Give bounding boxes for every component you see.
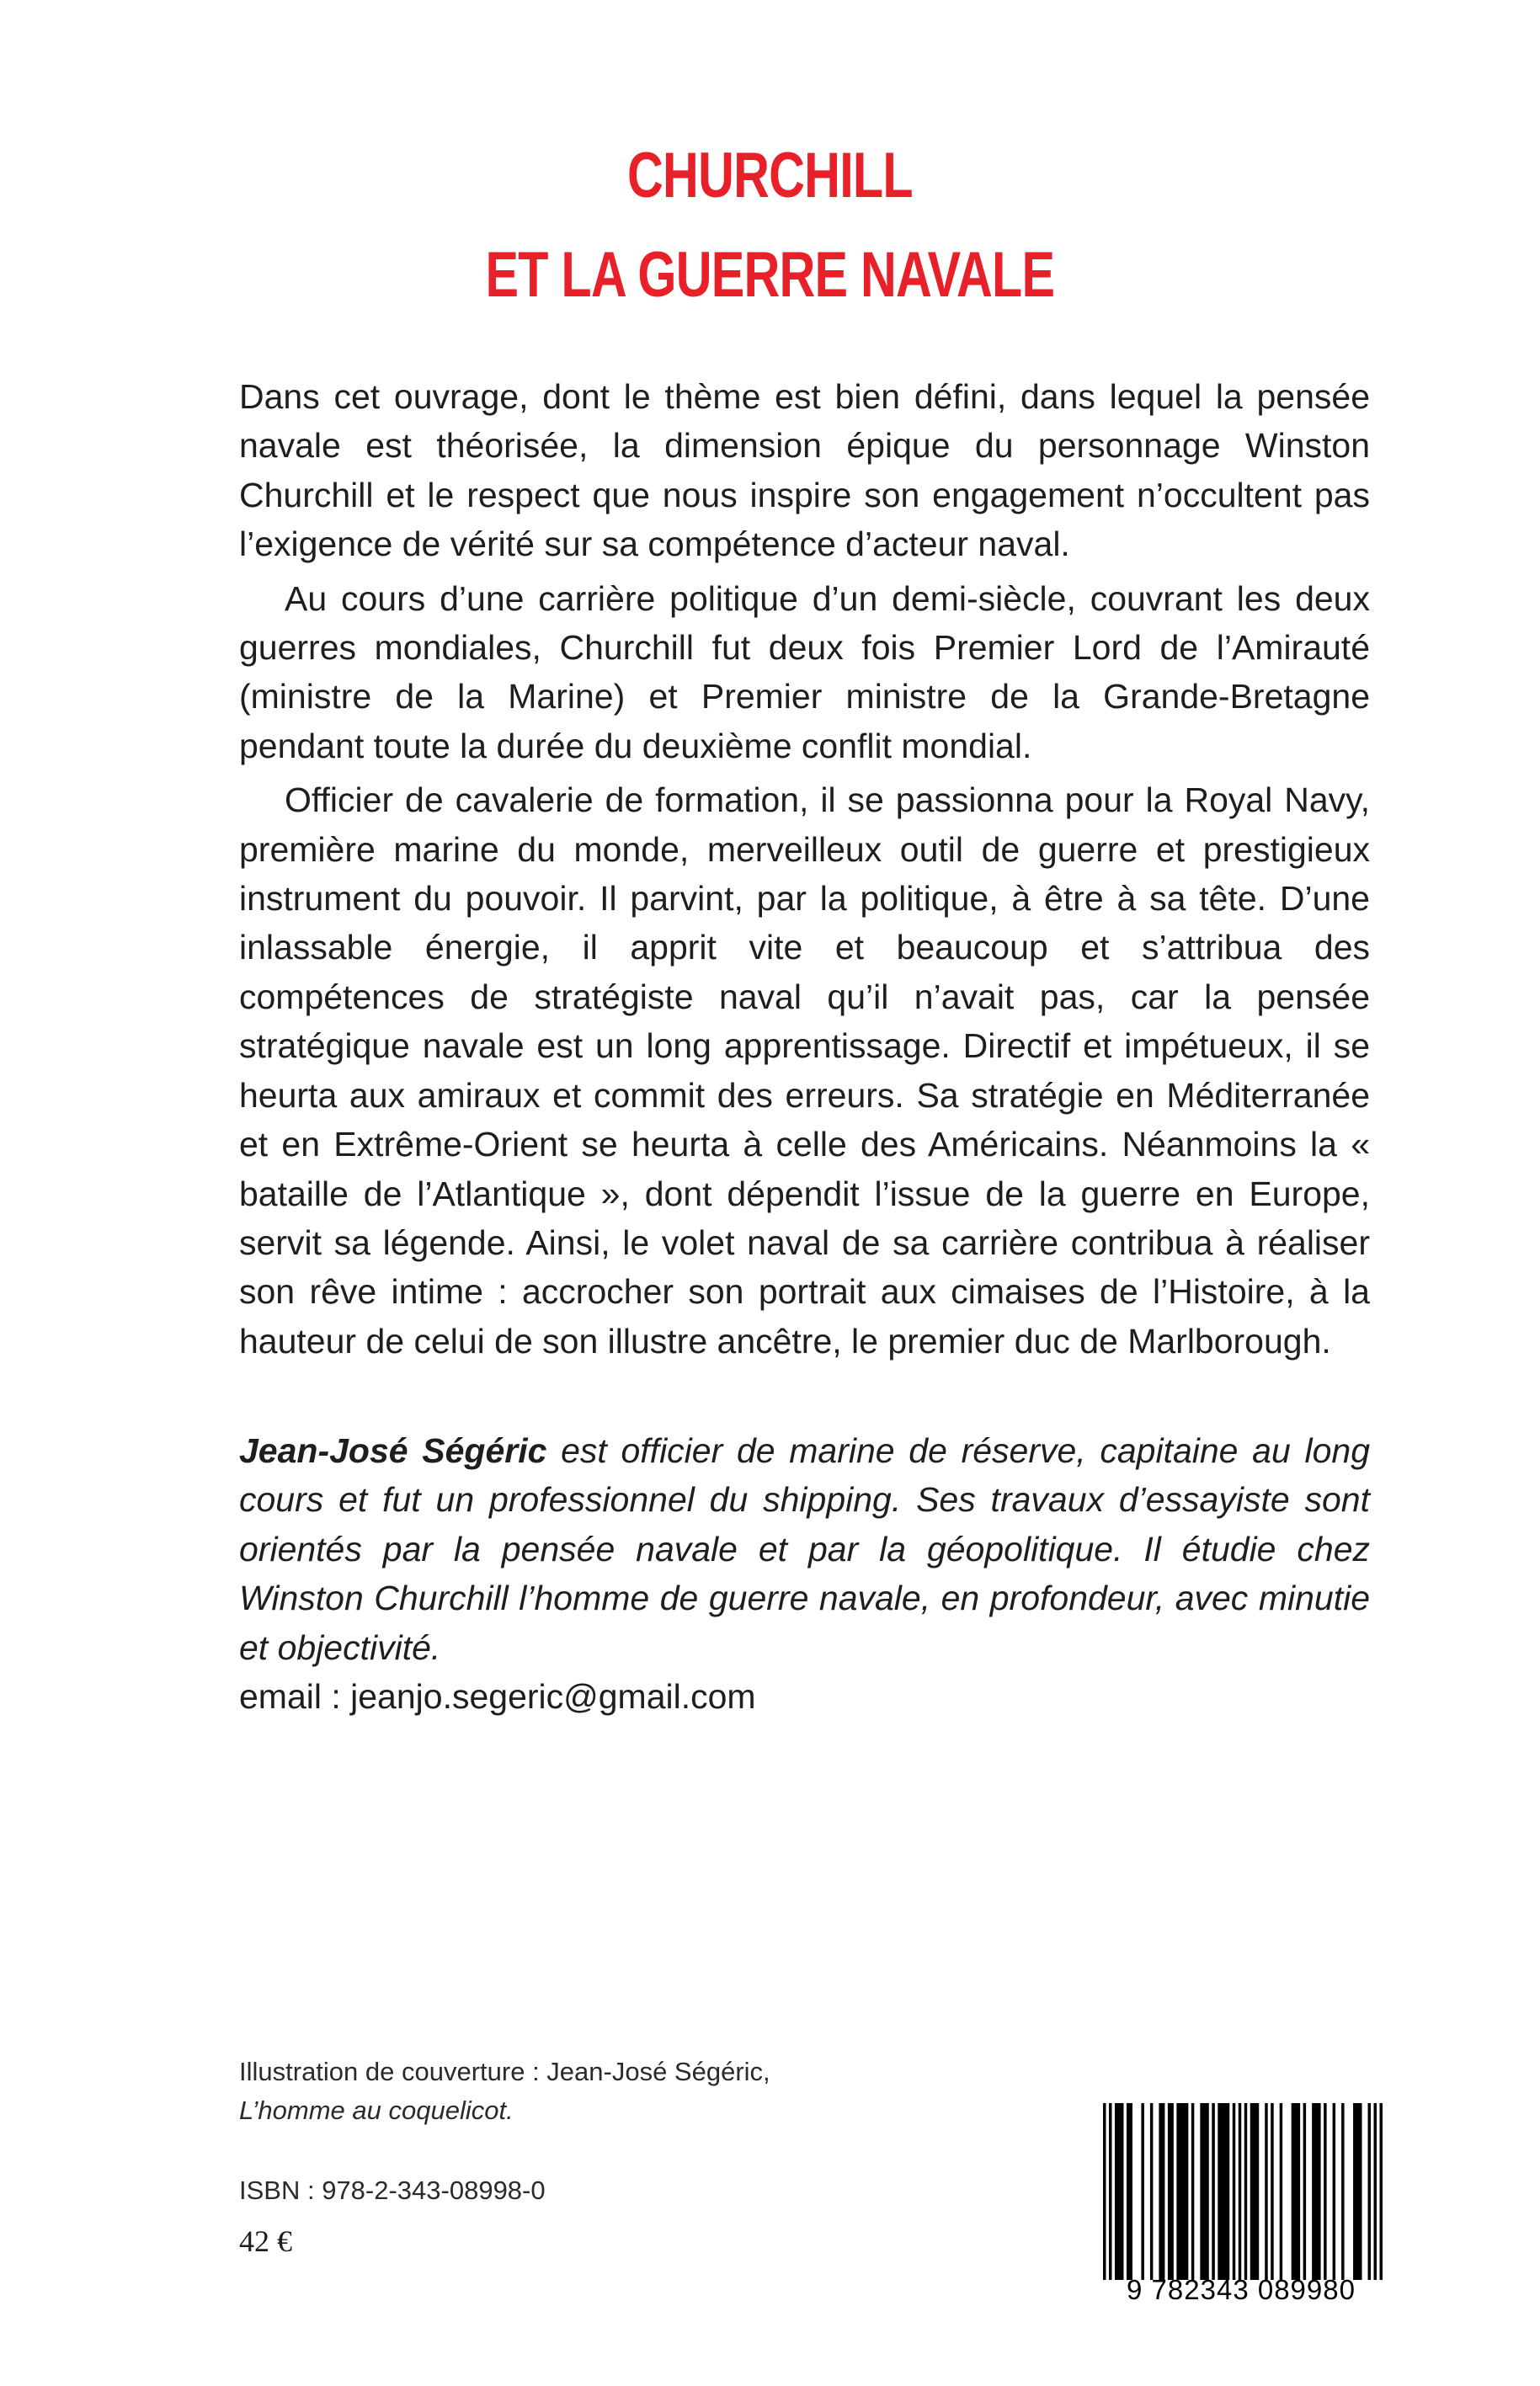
barcode-bar <box>1353 2103 1361 2280</box>
barcode-bar <box>1212 2103 1214 2280</box>
isbn-number: ISBN : 978-2-343-08998-0 <box>239 2176 546 2205</box>
author-name: Jean-José Ségéric <box>239 1431 547 1470</box>
barcode-bar <box>1341 2103 1344 2280</box>
book-title <box>169 126 1371 325</box>
blurb-paragraph-1: Dans cet ouvrage, dont le thème est bien défini, dans lequel la pensée navale est théorisée, la dimension épique du personnage Winston Churchill et le respect que nous inspire son engagement n’occultent pas l’exigence de vérité sur sa compétence d’acteur naval. <box>239 377 1370 564</box>
barcode-bar <box>1380 2103 1383 2280</box>
barcode-bar <box>1303 2103 1306 2280</box>
barcode-bar <box>1103 2103 1106 2280</box>
barcode-bar <box>1109 2103 1111 2280</box>
cover-credits <box>239 2053 770 2130</box>
barcode-bar <box>1250 2103 1259 2280</box>
barcode-bar <box>1265 2103 1267 2280</box>
barcode-bar <box>1218 2103 1229 2280</box>
price: 42 € <box>239 2224 292 2258</box>
barcode-bars <box>1103 2103 1383 2280</box>
barcode-bar <box>1141 2103 1143 2280</box>
barcode-bar <box>1150 2103 1153 2280</box>
barcode-bar <box>1280 2103 1282 2280</box>
barcode-bar <box>1292 2103 1300 2280</box>
barcode-bar <box>1239 2103 1241 2280</box>
blurb-paragraph-2: Au cours d’une carrière politique d’un demi-siècle, couvrant les deux guerres mondiales, Churchill fut deux fois Premier Lord de l’Amirauté (ministre de la Marine) et Premier ministre de la Grande-Bretagne pendant toute la durée du deuxième conflit mondial. <box>239 578 1370 765</box>
barcode-bar <box>1233 2103 1235 2280</box>
barcode-bar <box>1244 2103 1247 2280</box>
illustration-credit: Illustration de couverture : Jean-José Ségéric, <box>239 2057 770 2086</box>
barcode-bar <box>1191 2103 1194 2280</box>
barcode-bar <box>1115 2103 1123 2280</box>
author-email: email : jeanjo.segeric@gmail.com <box>239 1677 756 1717</box>
title-line-2: ET LA GUERRE NAVALE <box>485 239 1055 311</box>
barcode-bar <box>1176 2103 1188 2280</box>
barcode-bar <box>1127 2103 1132 2280</box>
barcode-bar <box>1333 2103 1335 2280</box>
barcode-bar <box>1200 2103 1208 2280</box>
barcode-bar <box>1271 2103 1273 2280</box>
illustration-title: L’homme au coquelicot. <box>239 2096 514 2125</box>
barcode-icon <box>1103 2103 1383 2280</box>
barcode-bar <box>1374 2103 1377 2280</box>
title-line-1: CHURCHILL <box>627 140 913 211</box>
barcode-bar <box>1368 2103 1371 2280</box>
author-description: est officier de marine de réserve, capitaine au long cours et fut un professionnel du shipping. Ses travaux d’essayiste sont orientés par la pensée navale et par la géopolitique. Il étudie chez Winston Churchill l’homme de guerre navale, en profondeur, avec minutie et objectivité. <box>239 1431 1370 1667</box>
author-bio <box>239 1426 1370 1721</box>
barcode-bar <box>1159 2103 1164 2280</box>
blurb <box>239 372 1370 1366</box>
barcode-bar <box>1312 2103 1320 2280</box>
barcode-digits: 9 782343 089980 <box>1127 2274 1356 2305</box>
barcode-bar <box>1324 2103 1326 2280</box>
blurb-paragraph-3: Officier de cavalerie de formation, il se passionna pour la Royal Navy, première marine du monde, merveilleux outil de guerre et prestigieux instrument du pouvoir. Il parvint, par la politique, à être à sa tête. D’une inlassable énergie, il apprit vite et beaucoup et s’attribua des compétences de stratégiste naval qu’il n’avait pas, car la pensée stratégique navale est un long apprentissage. Directif et impétueux, il se heurta aux amiraux et commit des erreurs. Sa stratégie en Méditerranée et en Extrême-Orient se heurta à celle des Américains. Néanmoins la « bataille de l’Atlantique », dont dépendit l’issue de la guerre en Europe, servit sa légende. Ainsi, le volet naval de sa carrière contribua à réaliser son rêve intime : accrocher son portrait aux cimaises de l’Histoire, à la hauteur de celui de son illustre ancêtre, le premier duc de Marlborough. <box>239 780 1370 1361</box>
barcode-bar <box>1168 2103 1174 2280</box>
